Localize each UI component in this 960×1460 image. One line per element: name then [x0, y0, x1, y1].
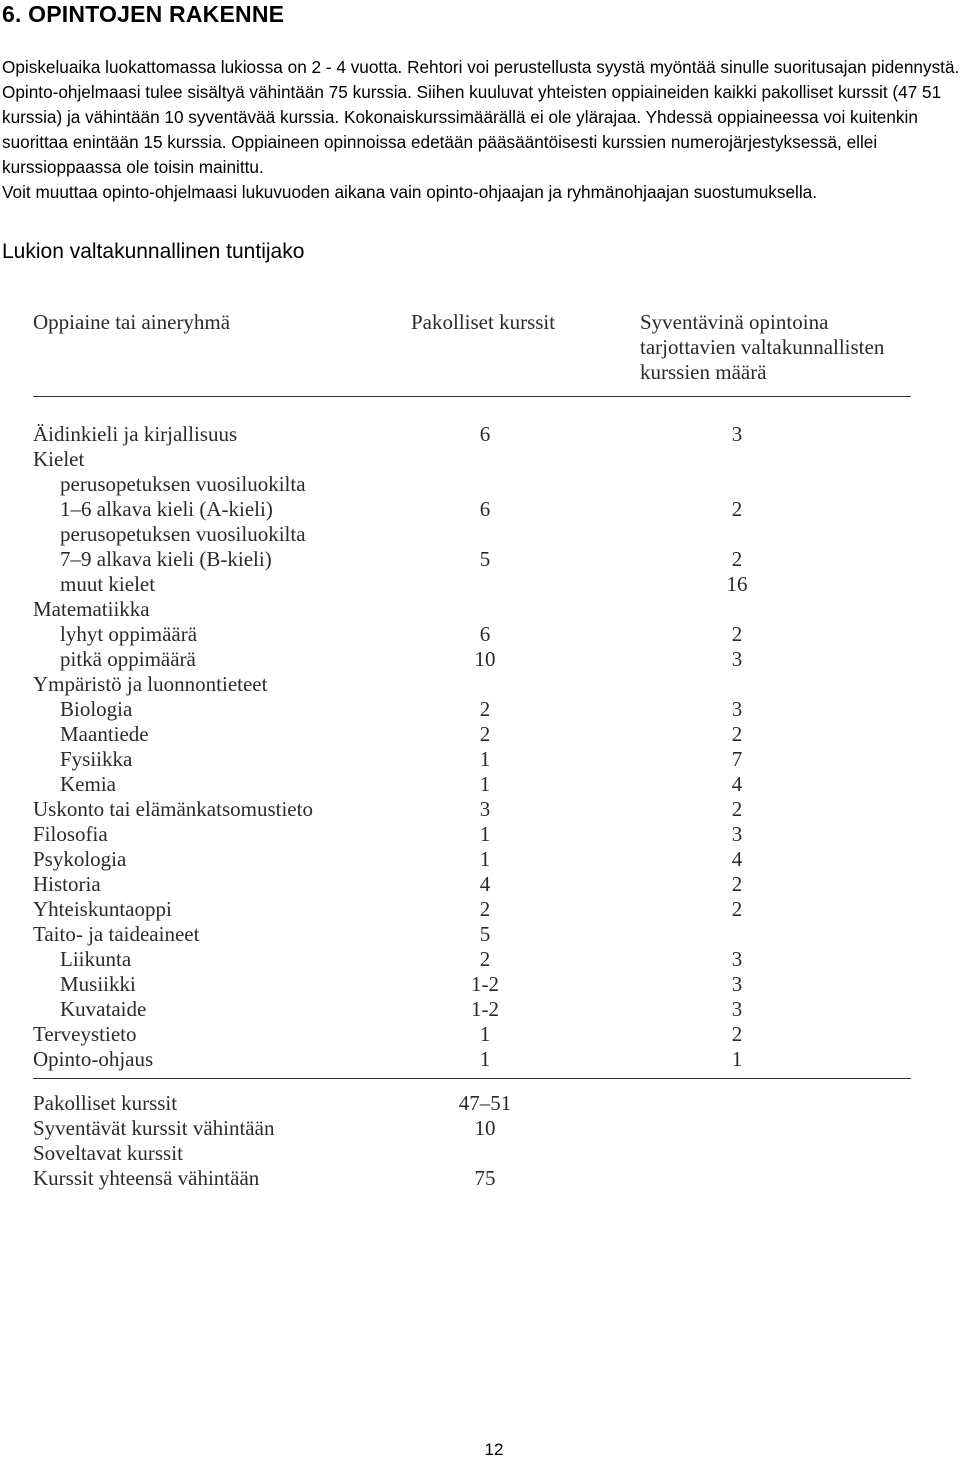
- totals-row: [33, 1116, 911, 1141]
- table-row: [33, 547, 911, 572]
- row-advanced-count: 3: [731, 972, 743, 996]
- row-mandatory-count: 2: [479, 897, 491, 921]
- table-row: [33, 897, 911, 922]
- row-mandatory-count: 3: [479, 797, 491, 821]
- table-row: [33, 772, 911, 797]
- totals-value: 47–51: [458, 1091, 512, 1115]
- table-row: [33, 672, 911, 697]
- header-advanced: [640, 310, 920, 385]
- row-mandatory-count: 1-2: [471, 972, 499, 996]
- totals-row: [33, 1091, 911, 1116]
- table-row: [33, 847, 911, 872]
- header-divider: [33, 396, 911, 397]
- table-row: [33, 622, 911, 647]
- table-row: [33, 472, 911, 497]
- row-subject: Kielet: [33, 447, 85, 471]
- row-subject: Ympäristö ja luonnontieteet: [33, 672, 268, 696]
- table-row: [33, 1022, 911, 1047]
- table-row: [33, 922, 911, 947]
- table-row: [33, 822, 911, 847]
- row-subject: perusopetuksen vuosiluokilta: [60, 522, 306, 546]
- table-row: [33, 997, 911, 1022]
- row-subject: Kuvataide: [60, 997, 147, 1021]
- row-advanced-count: 1: [731, 1047, 743, 1071]
- totals-row: [33, 1166, 911, 1191]
- row-mandatory-count: 6: [479, 622, 491, 646]
- totals-value: 75: [474, 1166, 496, 1190]
- row-mandatory-count: 1-2: [471, 997, 499, 1021]
- row-mandatory-count: 6: [479, 497, 491, 521]
- row-advanced-count: 2: [731, 722, 743, 746]
- table-row: [33, 1047, 911, 1072]
- row-mandatory-count: 4: [479, 872, 491, 896]
- row-subject: Maantiede: [60, 722, 149, 746]
- table-row: [33, 497, 911, 522]
- totals-value: 10: [474, 1116, 496, 1140]
- row-mandatory-count: 1: [479, 1047, 491, 1071]
- intro-paragraph-1: Opiskeluaika luokattomassa lukiossa on 2 - 4 vuotta. Rehtori voi perustellusta syystä myöntää sinulle suoritusajan pidennystä. Opinto-ohjelmaasi tulee sisältyä vähintään 75 kurssia. Siihen kuuluvat yhteisten oppiaineiden kaikki pakolliset kurssit (47 51 kurssia) ja vähintään 10 syventävää kurssia. Kokonaiskurssimäärällä ei ole ylärajaa. Yhdessä oppiaineessa voi kuitenkin suorittaa enintään 15 kurssia. Oppiaineen opinnoissa edetään pääsääntöisesti kurssien numerojärjestyksessä, ellei kurssioppaassa ole toisin mainittu.: [2, 57, 960, 177]
- table-row: [33, 522, 911, 547]
- row-advanced-count: 2: [731, 797, 743, 821]
- table-row: [33, 422, 911, 447]
- row-advanced-count: 2: [731, 622, 743, 646]
- row-mandatory-count: 1: [479, 747, 491, 771]
- row-mandatory-count: 6: [479, 422, 491, 446]
- page-heading: 6. OPINTOJEN RAKENNE: [2, 1, 285, 27]
- table-row: [33, 447, 911, 472]
- row-mandatory-count: 1: [479, 847, 491, 871]
- table-row: [33, 597, 911, 622]
- row-subject: perusopetuksen vuosiluokilta: [60, 472, 306, 496]
- row-subject: Uskonto tai elämänkatsomustieto: [33, 797, 313, 821]
- table-row: [33, 572, 911, 597]
- row-mandatory-count: 2: [479, 722, 491, 746]
- row-advanced-count: 2: [731, 897, 743, 921]
- row-subject: pitkä oppimäärä: [60, 647, 196, 671]
- row-subject: Terveystieto: [33, 1022, 137, 1046]
- row-subject: Biologia: [60, 697, 133, 721]
- row-advanced-count: 16: [726, 572, 748, 596]
- row-mandatory-count: 2: [479, 947, 491, 971]
- totals-label: Pakolliset kurssit: [33, 1091, 178, 1115]
- row-subject: Opinto-ohjaus: [33, 1047, 154, 1071]
- table-title: Lukion valtakunnallinen tuntijako: [2, 240, 305, 263]
- row-mandatory-count: 5: [479, 547, 491, 571]
- row-subject: 1–6 alkava kieli (A-kieli): [60, 497, 273, 521]
- totals-label: Soveltavat kurssit: [33, 1141, 183, 1165]
- row-subject: Psykologia: [33, 847, 127, 871]
- row-advanced-count: 4: [731, 847, 743, 871]
- row-subject: Kemia: [60, 772, 116, 796]
- table-row: [33, 797, 911, 822]
- totals-divider: [33, 1078, 911, 1079]
- row-mandatory-count: 1: [479, 772, 491, 796]
- row-subject: Filosofia: [33, 822, 108, 846]
- row-subject: Äidinkieli ja kirjallisuus: [33, 422, 238, 446]
- row-advanced-count: 3: [731, 947, 743, 971]
- header-advanced-line-1: Syventävinä opintoina: [640, 310, 829, 334]
- row-advanced-count: 3: [731, 647, 743, 671]
- row-subject: Matematiikka: [33, 597, 150, 621]
- row-subject: muut kielet: [60, 572, 156, 596]
- row-advanced-count: 2: [731, 872, 743, 896]
- header-advanced-line-3: kurssien määrä: [640, 360, 767, 384]
- table-row: [33, 697, 911, 722]
- row-subject: Liikunta: [60, 947, 132, 971]
- row-subject: Taito- ja taideaineet: [33, 922, 200, 946]
- page-number: 12: [484, 1440, 504, 1459]
- row-advanced-count: 2: [731, 497, 743, 521]
- header-mandatory: Pakolliset kurssit: [411, 310, 556, 334]
- row-advanced-count: 7: [731, 747, 743, 771]
- totals-row: [33, 1141, 911, 1166]
- header-subject: Oppiaine tai aineryhmä: [33, 310, 231, 334]
- row-advanced-count: 2: [731, 1022, 743, 1046]
- row-advanced-count: 4: [731, 772, 743, 796]
- intro-paragraph-2: Voit muuttaa opinto-ohjelmaasi lukuvuoden aikana vain opinto-ohjaajan ja ryhmänohjaajan suostumuksella.: [2, 182, 818, 202]
- row-subject: lyhyt oppimäärä: [60, 622, 198, 646]
- table-row: [33, 972, 911, 997]
- row-subject: 7–9 alkava kieli (B-kieli): [60, 547, 272, 571]
- row-subject: Fysiikka: [60, 747, 133, 771]
- course-distribution-table: [33, 310, 913, 1200]
- row-advanced-count: 3: [731, 422, 743, 446]
- row-mandatory-count: 2: [479, 697, 491, 721]
- row-subject: Yhteiskuntaoppi: [33, 897, 172, 921]
- intro-text: [2, 55, 960, 205]
- table-row: [33, 872, 911, 897]
- row-subject: Historia: [33, 872, 101, 896]
- table-row: [33, 747, 911, 772]
- row-subject: Musiikki: [60, 972, 136, 996]
- row-advanced-count: 3: [731, 697, 743, 721]
- row-mandatory-count: 5: [479, 922, 491, 946]
- row-mandatory-count: 10: [474, 647, 496, 671]
- row-advanced-count: 2: [731, 547, 743, 571]
- row-mandatory-count: 1: [479, 1022, 491, 1046]
- table-row: [33, 722, 911, 747]
- row-mandatory-count: 1: [479, 822, 491, 846]
- table-row: [33, 647, 911, 672]
- totals-label: Syventävät kurssit vähintään: [33, 1116, 275, 1140]
- row-advanced-count: 3: [731, 997, 743, 1021]
- totals-label: Kurssit yhteensä vähintään: [33, 1166, 260, 1190]
- row-advanced-count: 3: [731, 822, 743, 846]
- table-row: [33, 947, 911, 972]
- header-advanced-line-2: tarjottavien valtakunnallisten: [640, 335, 885, 359]
